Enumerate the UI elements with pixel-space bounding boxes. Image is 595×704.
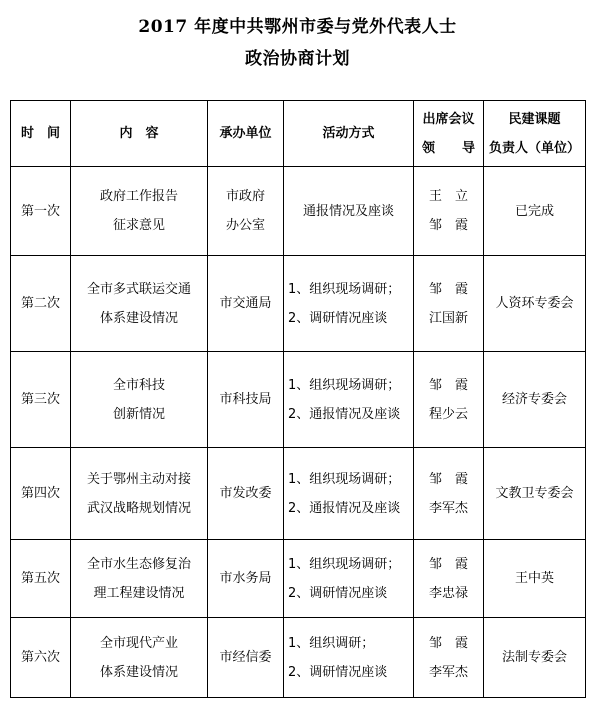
table-header-row [11, 101, 586, 167]
header-owner [484, 101, 586, 167]
row-owner: 王中英 [484, 540, 586, 618]
row-leaders [414, 352, 484, 448]
row-method-line: 1、组织现场调研； [288, 556, 401, 572]
row-owner: 经济专委会 [484, 352, 586, 448]
row-content-line: 武汉战略规划情况 [86, 500, 191, 516]
header-time: 时 间 [11, 101, 71, 167]
row-owner: 人资环专委会 [484, 256, 586, 352]
header-unit: 承办单位 [208, 101, 284, 167]
title-line-2: 政治协商计划 [245, 49, 350, 69]
row-content-line: 体系建设情况 [99, 310, 178, 326]
title-line-1: 2017 年度中共鄂州市委与党外代表人士 [138, 17, 457, 37]
row-content [71, 256, 208, 352]
row-method [284, 352, 414, 448]
table-row [11, 352, 586, 448]
row-content [71, 540, 208, 618]
row-leaders-line: 邹 霞 [428, 281, 468, 297]
row-unit-line: 市交通局 [219, 296, 272, 311]
row-leaders [414, 167, 484, 256]
row-content-line: 全市科技 [112, 377, 165, 393]
row-method-line: 2、调研情况座谈 [288, 585, 388, 601]
row-unit-line: 市科技局 [219, 392, 272, 407]
table-row [11, 540, 586, 618]
row-leaders-line: 邹 霞 [428, 377, 468, 393]
row-content [71, 448, 208, 540]
row-method [284, 167, 414, 256]
row-content [71, 618, 208, 698]
row-content-line: 全市水生态修复治 [86, 556, 191, 572]
table-row [11, 167, 586, 256]
row-time: 第二次 [11, 256, 71, 352]
row-content-line: 创新情况 [112, 406, 165, 422]
row-content-line: 理工程建设情况 [93, 585, 185, 601]
row-method-line: 1、组织现场调研； [288, 471, 401, 487]
row-owner: 已完成 [484, 167, 586, 256]
row-unit [208, 352, 284, 448]
row-leaders-line: 李军杰 [428, 500, 468, 516]
header-method: 活动方式 [284, 101, 414, 167]
row-content-line: 体系建设情况 [99, 664, 178, 680]
row-leaders-line: 程少云 [428, 406, 468, 422]
row-time: 第一次 [11, 167, 71, 256]
row-leaders [414, 618, 484, 698]
row-leaders-line: 李军杰 [428, 664, 468, 680]
row-method [284, 448, 414, 540]
row-content-line: 征求意见 [112, 218, 165, 233]
row-content-line: 政府工作报告 [99, 189, 178, 204]
row-time: 第四次 [11, 448, 71, 540]
row-unit-line: 办公室 [225, 218, 265, 233]
row-method [284, 618, 414, 698]
row-leaders [414, 256, 484, 352]
row-method-line: 1、组织现场调研； [288, 377, 401, 393]
row-owner: 文教卫专委会 [484, 448, 586, 540]
row-leaders-line: 江国新 [428, 310, 468, 326]
row-leaders-line: 邹 霞 [428, 556, 468, 572]
row-unit-line: 市水务局 [219, 571, 272, 586]
header-owner-line1: 民建课题 [508, 111, 561, 127]
row-content-line: 关于鄂州主动对接 [86, 471, 191, 487]
row-owner: 法制专委会 [484, 618, 586, 698]
row-unit-line: 市发改委 [219, 486, 272, 501]
row-content-line: 全市现代产业 [99, 635, 178, 651]
row-unit [208, 540, 284, 618]
row-leaders-line: 邹 霞 [428, 471, 468, 487]
header-leader-line2a: 领 [422, 140, 436, 156]
row-unit-line: 市政府 [225, 189, 265, 204]
plan-table [10, 100, 586, 698]
row-method-line: 2、调研情况座谈 [288, 664, 388, 680]
row-leaders [414, 448, 484, 540]
row-unit [208, 256, 284, 352]
row-method-line: 2、调研情况座谈 [288, 310, 388, 326]
row-method-line: 通报情况及座谈 [302, 203, 394, 219]
row-method-line: 2、通报情况及座谈 [288, 406, 401, 422]
table-row [11, 618, 586, 698]
header-content: 内 容 [71, 101, 208, 167]
row-unit [208, 448, 284, 540]
row-unit [208, 167, 284, 256]
table-row [11, 448, 586, 540]
header-owner-line2: 负责人（单位） [488, 140, 580, 156]
table-row [11, 256, 586, 352]
row-method [284, 256, 414, 352]
row-method-line: 1、组织现场调研； [288, 281, 401, 297]
row-method-line: 2、通报情况及座谈 [288, 500, 401, 516]
row-content-line: 全市多式联运交通 [86, 281, 191, 297]
header-leader-line1: 出席会议 [422, 111, 475, 127]
row-unit [208, 618, 284, 698]
row-content [71, 167, 208, 256]
row-unit-line: 市经信委 [219, 650, 272, 665]
row-leaders-line: 李忠禄 [428, 585, 468, 601]
row-method [284, 540, 414, 618]
header-leader-line2b: 导 [461, 140, 475, 156]
header-leader [414, 101, 484, 167]
row-content [71, 352, 208, 448]
row-leaders-line: 邹 霞 [428, 635, 468, 651]
row-time: 第五次 [11, 540, 71, 618]
row-method-line: 1、组织调研； [288, 635, 375, 651]
row-leaders-line: 王 立 [428, 189, 468, 204]
row-leaders-line: 邹 霞 [428, 218, 468, 233]
row-time: 第三次 [11, 352, 71, 448]
row-time: 第六次 [11, 618, 71, 698]
row-leaders [414, 540, 484, 618]
